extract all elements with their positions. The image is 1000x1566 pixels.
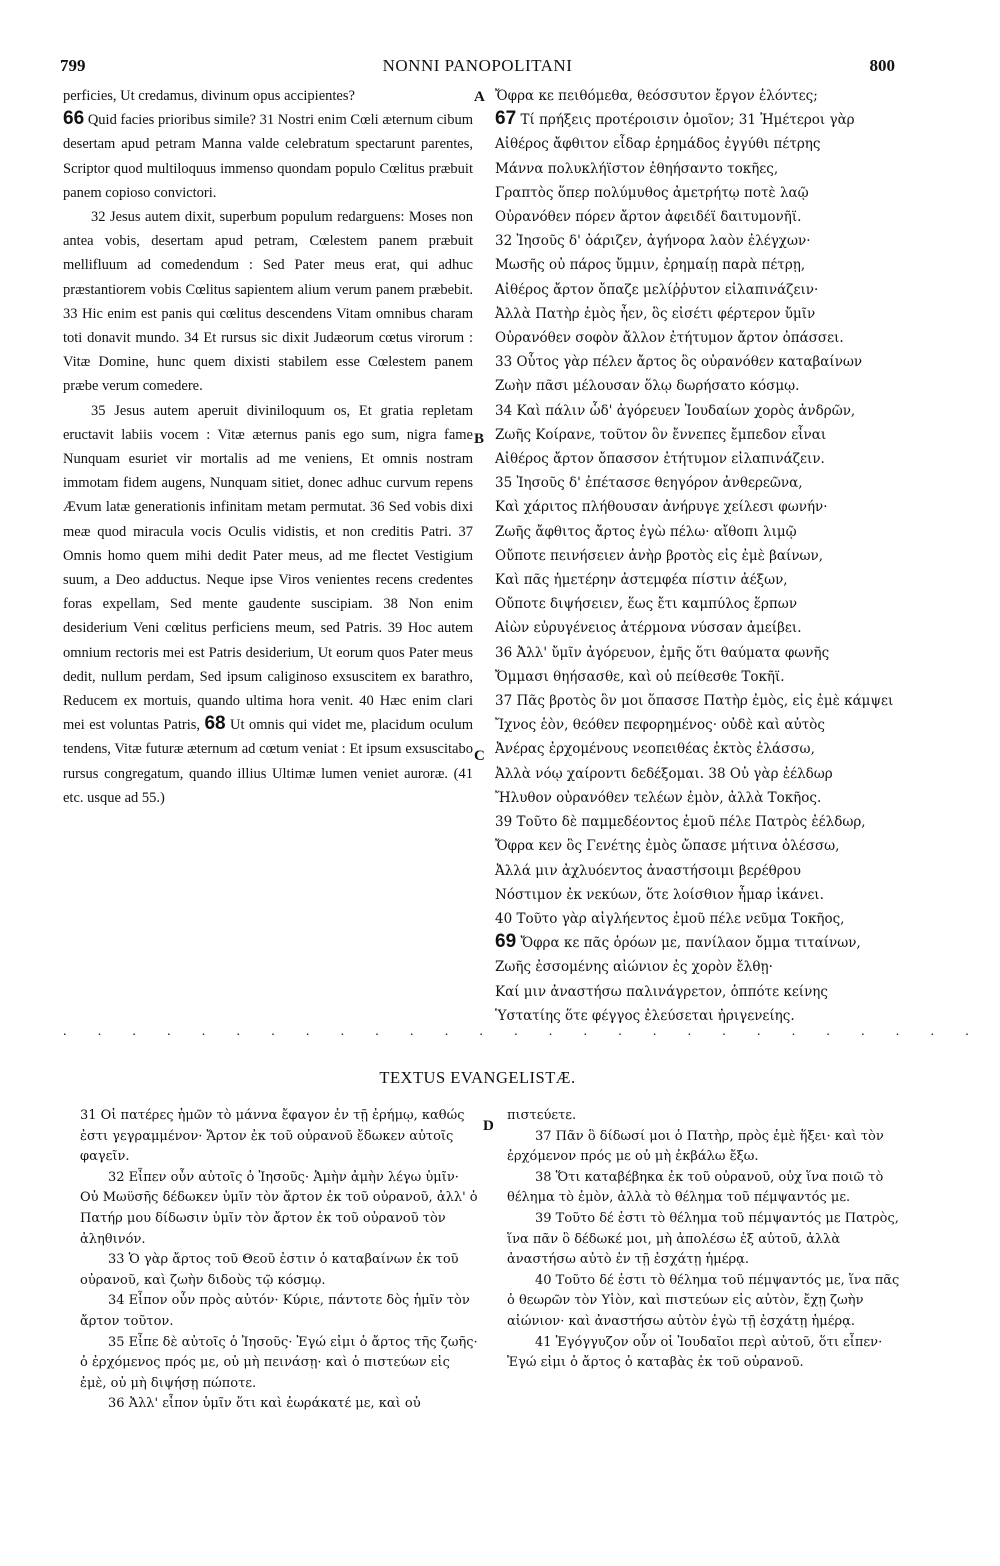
gospel-verse: 32 Εἶπεν οὖν αὐτοῖς ὁ Ἰησοῦς· Ἀμὴν ἀμὴν λέγω ὑμῖν· Οὐ Μωϋσῆς δέδωκεν ὑμῖν τὸν ἄρτον ἐκ τοῦ οὐρανοῦ, ἀλλ' ὁ Πατήρ μου δίδωσιν ὑμῖν τὸν ἄρτον ἐκ τοῦ οὐρανοῦ τὸν ἀληθινόν. xyxy=(80,1169,478,1247)
margin-letter-d: D xyxy=(483,1118,494,1134)
verse-line: 36 Ἀλλ' ὔμῖν ἀγόρευον, ἐμῆς ὅτι θαύματα φωνῆς xyxy=(495,644,830,661)
latin-column xyxy=(63,84,473,810)
verse-line: Ζωῆς ἐσσομένης αἰώνιον ἐς χορὸν ἔλθῃ· xyxy=(495,959,773,976)
gospel-verse: 34 Εἶπον οὖν πρὸς αὐτόν· Κύριε, πάντοτε δὸς ἡμῖν τὸν ἄρτον τοῦτον. xyxy=(80,1293,470,1329)
latin-paragraph xyxy=(63,399,473,810)
gospel-verse: πιστεύετε. xyxy=(507,1108,577,1123)
verse-text: Ὄφρα κε πᾶς ὁρόων με, πανίλαον ὄμμα τιταίνων, xyxy=(520,935,861,952)
latin-text: Quid facies prioribus simile? 31 Nostri enim Cœli æternum cibum desertam apud petram Manna valde celebratum spectarunt parentes, Scriptor quod multiloquus immenso quondam populo Cœlitus præbuit panem copioso convictori. xyxy=(63,112,473,201)
verse-line: Οὐρανόθεν πόρεν ἄρτον ἀφειδέϊ δαιτυμονῆϊ. xyxy=(495,209,802,226)
verse-text: Τί πρήξεις προτέροισιν ὁμοῖον; 31 Ἡμέτεροι γὰρ xyxy=(520,112,855,129)
verse-line: Ζωῆς Κοίρανε, τοῦτον ὃν ἔννεπες ἔμπεδον εἶναι xyxy=(495,426,827,443)
gospel-verse: 37 Πᾶν ὃ δίδωσί μοι ὁ Πατὴρ, πρὸς ἐμὲ ἥξει· καὶ τὸν ἐρχόμενον πρός με οὐ μὴ ἐκβάλω ἔξω. xyxy=(507,1128,884,1165)
gospel-verse: 40 Τοῦτο δέ ἐστι τὸ θέλημα τοῦ πέμψαντός με, ἵνα πᾶς ὁ θεωρῶν τὸν Υἱὸν, καὶ πιστεύων εἰς αὐτὸν, ἔχῃ ζωὴν αἰώνιον· καὶ ἀναστήσω αὐτὸν ἐγὼ τῇ ἐσχάτῃ ἡμέρᾳ. xyxy=(507,1272,900,1329)
verse-line: Μάννα πολυκλήϊστον ἐθηήσαντο τοκῆες, xyxy=(495,160,779,177)
latin-paragraph xyxy=(63,108,473,205)
verse-line: 39 Τοῦτο δὲ παμμεδέοντος ἐμοῦ πέλε Πατρὸς ἐέλδωρ, xyxy=(495,814,866,831)
margin-letter-a: A xyxy=(474,89,485,105)
latin-text: perficies, Ut credamus, divinum opus accipientes? xyxy=(63,88,355,104)
verse-line: Αἰθέρος ἄφθιτον εἶδαρ ἐρημάδος ἐγγύθι πέτρης xyxy=(495,136,821,153)
verse-line: Ἀλλὰ νόῳ χαίροντι δεδέξομαι. 38 Οὐ γὰρ ἐέλδωρ xyxy=(495,765,833,782)
gospel-verse: 36 Ἀλλ' εἶπον ὑμῖν ὅτι καὶ ἑωράκατέ με, καὶ οὐ xyxy=(108,1396,421,1412)
verse-line: 32 Ἰησοῦς δ' ὀάριζεν, ἀγήνορα λαὸν ἐλέγχων· xyxy=(495,233,811,250)
latin-paragraph xyxy=(63,84,473,108)
verse-line: Ὄμμασι θηήσασθε, καὶ οὐ πείθεσθε Τοκῆϊ. xyxy=(495,668,785,685)
verse-line: Αἰὼν εὐρυγένειος ἀτέρμονα νύσσαν ἀμείβει. xyxy=(495,620,802,637)
running-header xyxy=(60,56,895,80)
verse-line: Ἤλυθον οὐρανόθεν τελέων ἐμὸν, ἀλλὰ Τοκῆος. xyxy=(495,789,822,806)
section-number: 68 xyxy=(204,713,226,735)
ellipsis-divider: ........................... xyxy=(63,1024,1000,1039)
verse-line: Ἴχνος ἑὸν, θεόθεν πεφορημένος· οὐδὲ καὶ αὐτὸς xyxy=(495,717,825,734)
greek-column xyxy=(495,84,895,1028)
verse-line: Καὶ χάριτος πλήθουσαν ἀνήρυγε χείλεσι φωνήν· xyxy=(495,499,828,516)
latin-text: Ut omnis qui videt me, placidum oculum tendens, Vitæ futuræ æternum ad cœtum veniat : Et ipsum exsuscitabo rursus congregatum, quando illius Ultimæ lumen veniet auroræ. (41 etc. usque ad 55.) xyxy=(63,717,474,806)
verse-line: Ἀνέρας ἐρχομένους νεοπειθέας ἐκτὸς ἐλάσσω, xyxy=(495,741,815,758)
gospel-verse: 39 Τοῦτο δέ ἐστι τὸ θέλημα τοῦ πέμψαντός με Πατρὸς, ἵνα πᾶν ὃ δέδωκέ μοι, μὴ ἀπολέσω ἐξ αὐτοῦ, ἀλλὰ ἀναστήσω αὐτὸ ἐν τῇ ἐσχάτῃ ἡμέρᾳ. xyxy=(507,1210,899,1268)
verse-line: Καὶ πᾶς ἡμετέρην ἀστεμφέα πίστιν ἀέξων, xyxy=(495,572,788,589)
page-number-left: 799 xyxy=(60,56,86,75)
verse-line xyxy=(495,931,895,955)
verse-line: 33 Οὗτος γὰρ πέλεν ἄρτος ὃς οὐρανόθεν καταβαίνων xyxy=(495,354,863,371)
verse-line: 34 Καὶ πάλιν ὧδ' ἀγόρευεν Ἰουδαίων χορὸς ἀνδρῶν, xyxy=(495,402,856,419)
verse-line: Αἰθέρος ἄρτον ὄπασσον ἐτήτυμον εἰλαπινάζειν. xyxy=(495,451,825,468)
latin-text: 35 Jesus autem aperuit diviniloquum os, Et gratia repletam eructavit labiis vocem : Vitæ æternus panis ego sum, nigra fame Nunquam esuriet vir mortalis ad me veniens, Et omnis nostram immotam fidem augens, Nunquam sitiet, donec adhuc curvum repens Ævum latæ generationis infinitam metam permutat. 36 Sed vobis dixi meæ quod miracula vocis Oculis vidistis, et non creditis Patri. 37 Omnis homo quem mihi dedit Pater meus, ad me flectet Vestigium suum, a Deo adductus. Neque ipse Viros venientes recens credentes foras expellam, Sed mente gaudente suscipiam. 38 Non enim desiderium Veni cœlitus perficiens meum, sed Patris. 39 Hoc autem omnium rectoris mei est Patris desiderium, Ut eorum quos Pater meus dedit, nullum perdam, Sed ipsum caliginoso exsuscitem ex barathro, Reducem ex mortuis, quando ultima hora venit. 40 Hæc enim clari mei est voluntas Patris, xyxy=(63,402,473,734)
verse-line: Νόστιμον ἐκ νεκύων, ὅτε λοίσθιον ἦμαρ ἱκάνει. xyxy=(495,886,824,903)
verse-line: Ὑστατίης ὅτε φέγγος ἐλεύσεται ἠριγενείης. xyxy=(495,1007,795,1024)
verse-line: Οὔποτε διψήσειεν, ἕως ἔτι καμπύλος ἕρπων xyxy=(495,596,798,613)
verse-line: Ζωῆς ἄφθιτος ἄρτος ἐγὼ πέλω· αἴθοπι λιμῷ xyxy=(495,523,797,540)
verse-line: Οὐρανόθεν σοφὸν ἄλλον ἐτήτυμον ἄρτον ὀπάσσει. xyxy=(495,330,844,347)
verse-line: 40 Τοῦτο γὰρ αἰγλήεντος ἐμοῦ πέλε νεῦμα Τοκῆος, xyxy=(495,910,845,927)
verse-line: Ὄφρα κε πειθόμεθα, θεόσσυτον ἔργον ἑλόντες; xyxy=(495,88,818,104)
verse-line: Ἀλλά μιν ἀχλυόεντος ἀναστήσοιμι βερέθρου xyxy=(495,862,802,879)
verse-line: 37 Πᾶς βροτὸς ὃν μοι ὅπασσε Πατὴρ ἐμὸς, εἰς ἐμὲ κάμψει xyxy=(495,693,894,710)
verse-line: Ἀλλὰ Πατὴρ ἐμὸς ἦεν, ὃς εἰσέτι φέρτερον ὔμῖν xyxy=(495,305,816,322)
verse-line: Ὄφρα κεν ὃς Γενέτης ἐμὸς ὤπασε μήτινα ὀλέσσω, xyxy=(495,838,840,855)
gospel-verse: 31 Οἱ πατέρες ἡμῶν τὸ μάννα ἔφαγον ἐν τῇ ἐρήμῳ, καθώς ἐστι γεγραμμένον· Ἄρτον ἐκ τοῦ οὐρανοῦ ἔδωκεν αὐτοῖς φαγεῖν. xyxy=(80,1108,465,1165)
section-number: 69 xyxy=(495,931,517,953)
verse-line: Ζωὴν πᾶσι μέλουσαν ὅλῳ δωρήσατο κόσμῳ. xyxy=(495,378,800,395)
verse-line: Καί μιν ἀναστήσω παλινάγρετον, ὁππότε κείνης xyxy=(495,983,828,1000)
gospel-column-left xyxy=(80,1106,478,1415)
margin-letter-b: B xyxy=(474,431,485,447)
verse-line: 35 Ἰησοῦς δ' ἐπέτασσε θεηγόρον ἀνθερεῶνα, xyxy=(495,475,803,492)
section-title: TEXTUS EVANGELISTÆ. xyxy=(379,1068,576,1087)
verse-line: Αἰθέρος ἄρτον ὄπαζε μελίῤῥυτον εἰλαπινάζειν· xyxy=(495,281,819,298)
gospel-verse: 33 Ὁ γὰρ ἄρτος τοῦ Θεοῦ ἐστιν ὁ καταβαίνων ἐκ τοῦ οὐρανοῦ, καὶ ζωὴν διδοὺς τῷ κόσμῳ. xyxy=(80,1252,459,1288)
verse-line: Μωσῆς οὐ πάρος ὔμμιν, ἐρημαίῃ παρὰ πέτρῃ, xyxy=(495,257,806,274)
gospel-verse: 35 Εἶπε δὲ αὐτοῖς ὁ Ἰησοῦς· Ἐγώ εἰμι ὁ ἄρτος τῆς ζωῆς· ὁ ἐρχόμενος πρός με, οὐ μὴ πεινάσῃ· καὶ ὁ πιστεύων εἰς ἐμὲ, οὐ μὴ διψήσῃ πώποτε. xyxy=(80,1334,478,1391)
section-number: 67 xyxy=(495,108,517,130)
section-number: 66 xyxy=(63,108,85,130)
gospel-verse: 41 Ἐγόγγυζον οὖν οἱ Ἰουδαῖοι περὶ αὐτοῦ, ὅτι εἶπεν· Ἐγώ εἰμι ὁ ἄρτος ὁ καταβὰς ἐκ τοῦ οὐρανοῦ. xyxy=(507,1334,883,1371)
latin-paragraph: 32 Jesus autem dixit, superbum populum redarguens: Moses non antea vobis, desertam apud petram, Cœlestem panem præbuit mellifluum ad comedendum : Sed Pater meus erat, qui adhuc præstantiorem vobis Cœlitus sapientem alium verum panem præbebit. 33 Hic enim est panis qui cœlitus descendens Vitam omnibus charam toti donavit mundo. 34 Et rursus sic dixit Judæorum cœtus virorum : Vitæ Domine, hunc quem dixisti stabilem esse Cœlestem panem præbe verum comedere. xyxy=(63,209,473,395)
gospel-verse: 38 Ὅτι καταβέβηκα ἐκ τοῦ οὐρανοῦ, οὐχ ἵνα ποιῶ τὸ θέλημα τὸ ἐμὸν, ἀλλὰ τὸ θέλημα τοῦ πέμψαντός με. xyxy=(507,1169,884,1206)
verse-line xyxy=(495,108,895,132)
page-number-right: 800 xyxy=(869,56,895,75)
margin-letter-c: C xyxy=(474,748,485,764)
gospel-column-right xyxy=(507,1106,903,1374)
running-title: NONNI PANOPOLITANI xyxy=(382,56,573,75)
verse-line: Γραπτὸς ὅπερ πολύμυθος ἀμετρήτῳ ποτὲ λαῷ xyxy=(495,184,809,201)
verse-line: Οὔποτε πεινήσειεν ἀνὴρ βροτὸς εἰς ἐμὲ βαίνων, xyxy=(495,547,824,564)
